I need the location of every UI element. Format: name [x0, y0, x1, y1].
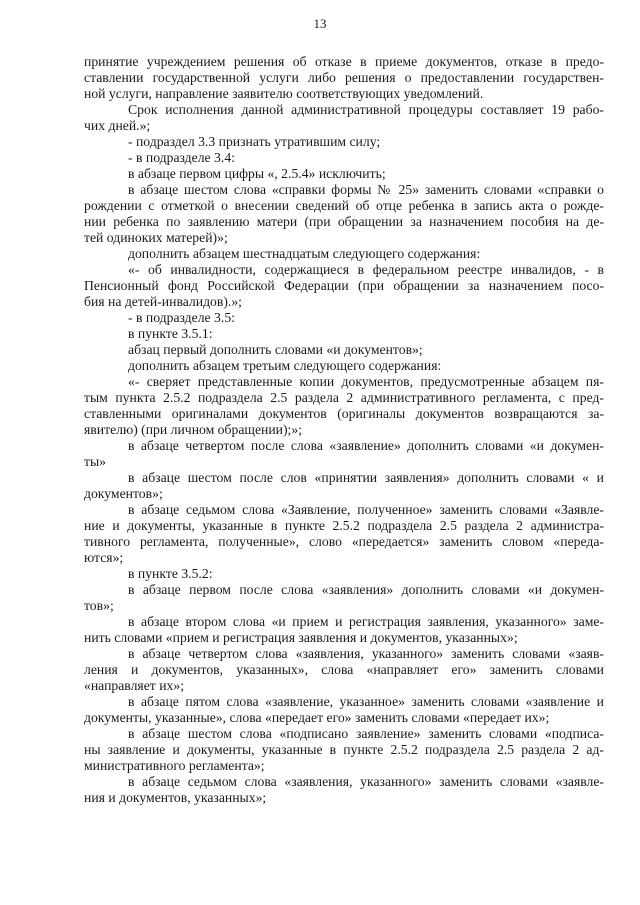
text-line: ются»; [84, 550, 124, 565]
paragraph [84, 182, 604, 246]
text-line: министративного регламента»; [84, 758, 265, 773]
paragraph [84, 358, 604, 374]
paragraph [84, 582, 604, 614]
text-line: в абзаце четвертом после слова «заявление» дополнить словами «и докумен- [128, 438, 604, 453]
paragraph [84, 150, 604, 166]
text-line: бия на детей-инвалидов).»; [84, 294, 242, 309]
text-line: принятие учреждением решения об отказе в приеме документов, отказе в предо- [84, 54, 604, 69]
paragraph [84, 374, 604, 438]
text-line: - в подразделе 3.5: [128, 310, 235, 325]
text-line: в пункте 3.5.2: [128, 566, 213, 581]
text-line: Пенсионный фонд Российской Федерации (при обращении за назначением посо- [84, 278, 604, 293]
text-line: «направляет их»; [84, 678, 185, 693]
text-line: ния и документов, указанных»; [84, 790, 267, 805]
paragraph [84, 166, 604, 182]
text-line: явителю) (при личном обращении);»; [84, 422, 303, 437]
text-line: тов»; [84, 598, 114, 613]
paragraph [84, 438, 604, 470]
text-line: - подраздел 3.3 признать утратившим силу; [128, 134, 381, 149]
text-line: в абзаце пятом слова «заявление, указанное» заменить словами «заявление и [128, 694, 604, 709]
text-line: ления и документов, указанных», слова «направляет его» заменить словами [84, 662, 604, 677]
text-line: в абзаце первом после слова «заявления» дополнить словами «и докумен- [128, 582, 604, 597]
paragraph [84, 54, 604, 102]
text-line: в абзаце первом цифры «, 2.5.4» исключить; [128, 166, 386, 181]
text-line: Срок исполнения данной административной процедуры составляет 19 рабо- [128, 102, 604, 117]
paragraph [84, 646, 604, 694]
text-line: тивного регламента, полученные», слово «передается» заменить словом «переда- [84, 534, 604, 549]
paragraph [84, 566, 604, 582]
paragraph [84, 614, 604, 646]
text-line: нить словами «прием и регистрация заявления и документов, указанных»; [84, 630, 518, 645]
text-line: документов»; [84, 486, 163, 501]
paragraph [84, 726, 604, 774]
text-line: рождении с отметкой о внесении сведений об отце ребенка в запись акта о рожде- [84, 198, 604, 213]
text-line: в абзаце шестом слова «справки формы № 25» заменить словами «справки о [128, 182, 604, 197]
text-line: ние и документы, указанные в пункте 2.5.2 подраздела 2.5 раздела 2 администра- [84, 518, 604, 533]
text-line: абзац первый дополнить словами «и документов»; [128, 342, 423, 357]
text-line: в абзаце втором слова «и прием и регистрация заявления, указанного» заме- [128, 614, 604, 629]
paragraph [84, 342, 604, 358]
text-line: в абзаце седьмом слова «Заявление, полученное» заменить словами «Заявле- [128, 502, 604, 517]
text-line: ты» [84, 454, 107, 469]
paragraph [84, 774, 604, 806]
text-line: ны заявление и документы, указанные в пункте 2.5.2 подраздела 2.5 раздела 2 ад- [84, 742, 604, 757]
document-body [84, 54, 604, 806]
text-line: «- сверяет представленные копии документов, предусмотренные абзацем пя- [128, 374, 604, 389]
page-number: 13 [313, 16, 327, 31]
text-line: документы, указанные», слова «передает его» заменить словами «передает их»; [84, 710, 550, 725]
text-line: дополнить абзацем третьим следующего содержания: [128, 358, 442, 373]
text-line: тей одиноких матерей)»; [84, 230, 228, 245]
paragraph [84, 310, 604, 326]
text-line: чих дней.»; [84, 118, 151, 133]
text-line: нии ребенка по заявлению матери (при обращении за назначением пособия на де- [84, 214, 604, 229]
paragraph [84, 470, 604, 502]
paragraph [84, 694, 604, 726]
text-line: ставлении государственной услуги либо решения о предоставлении государствен- [84, 70, 604, 85]
text-line: дополнить абзацем шестнадцатым следующего содержания: [128, 246, 481, 261]
text-line: в абзаце шестом после слов «принятии заявления» дополнить словами « и [128, 470, 604, 485]
text-line: тым пункта 2.5.2 подраздела 2.5 раздела 2 административного регламента, с пред- [84, 390, 604, 405]
text-line: ной услуги, направление заявителю соответствующих уведомлений. [84, 86, 484, 101]
text-line: в пункте 3.5.1: [128, 326, 213, 341]
paragraph [84, 502, 604, 566]
paragraph [84, 262, 604, 310]
text-line: в абзаце четвертом слова «заявления, указанного» заменить словами «заяв- [128, 646, 604, 661]
text-line: - в подразделе 3.4: [128, 150, 235, 165]
text-line: в абзаце седьмом слова «заявления, указанного» заменить словами «заявле- [128, 774, 604, 789]
paragraph [84, 246, 604, 262]
text-line: в абзаце шестом слова «подписано заявление» заменить словами «подписа- [128, 726, 604, 741]
text-line: ставленными оригиналами документов (оригиналы документов возвращаются за- [84, 406, 604, 421]
paragraph [84, 102, 604, 134]
text-line: «- об инвалидности, содержащиеся в федеральном реестре инвалидов, - в [128, 262, 604, 277]
paragraph [84, 326, 604, 342]
paragraph [84, 134, 604, 150]
